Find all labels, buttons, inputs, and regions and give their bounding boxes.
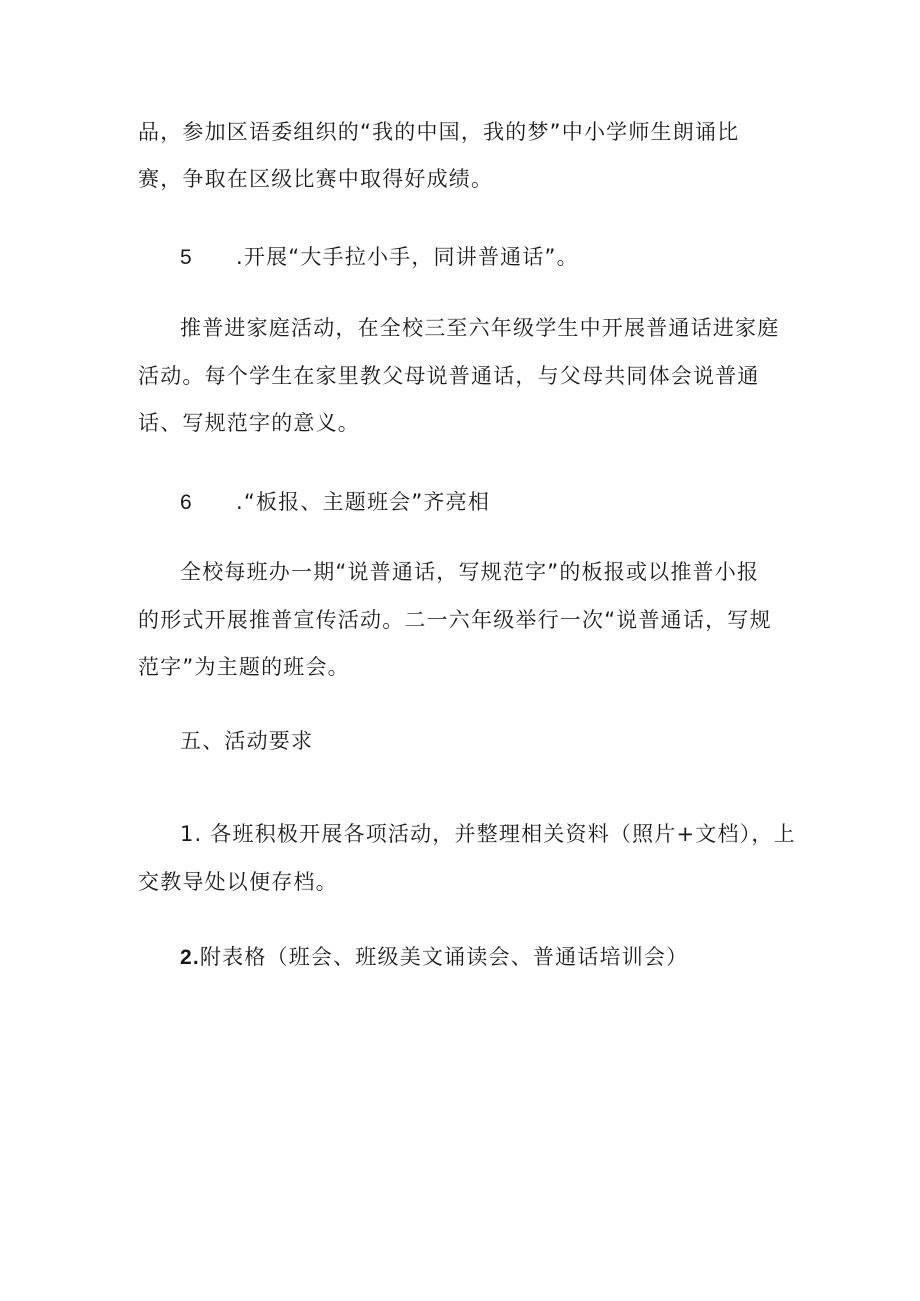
list-item-6-text: .“板报、主题班会”齐亮相 <box>236 490 491 514</box>
list-item-5-number: 5 <box>180 246 193 269</box>
list-item-6-number: 6 <box>180 491 193 514</box>
paragraph-home-line3: 话、写规范字的意义。 <box>138 411 360 435</box>
paragraph-home-line2: 活动。每个学生在家里教父母说普通话，与父母共同体会说普通 <box>138 364 760 388</box>
list-item-5 <box>180 242 579 273</box>
paragraph-blackboard-line3: 范字”为主题的班会。 <box>138 655 350 679</box>
paragraph-continuation-line1: 品，参加区语委组织的“我的中国，我的梦”中小学师生朗诵比 <box>138 120 740 144</box>
requirement-1-line1: 1. 各班积极开展各项活动，并整理相关资料（照片+文档），上 <box>180 822 796 846</box>
section-heading-requirements: 五、活动要求 <box>180 729 314 753</box>
list-item-5-text: .开展“大手拉小手，同讲普通话”。 <box>236 245 579 269</box>
requirement-2 <box>180 942 688 973</box>
requirement-2-number: 2. <box>180 946 200 969</box>
paragraph-blackboard-line1: 全校每班办一期“说普通话，写规范字”的板报或以推普小报 <box>180 560 760 584</box>
paragraph-home-line1: 推普进家庭活动，在全校三至六年级学生中开展普通话进家庭 <box>180 316 780 340</box>
paragraph-continuation-line2: 赛，争取在区级比赛中取得好成绩。 <box>138 167 494 191</box>
requirement-1-line2: 交教导处以便存档。 <box>138 870 338 894</box>
list-item-6 <box>180 487 490 518</box>
paragraph-blackboard-line2: 的形式开展推普宣传活动。二一六年级举行一次“说普通话，写规 <box>138 608 772 632</box>
requirement-2-text: 附表格（班会、班级美文诵读会、普通话培训会） <box>199 945 689 969</box>
